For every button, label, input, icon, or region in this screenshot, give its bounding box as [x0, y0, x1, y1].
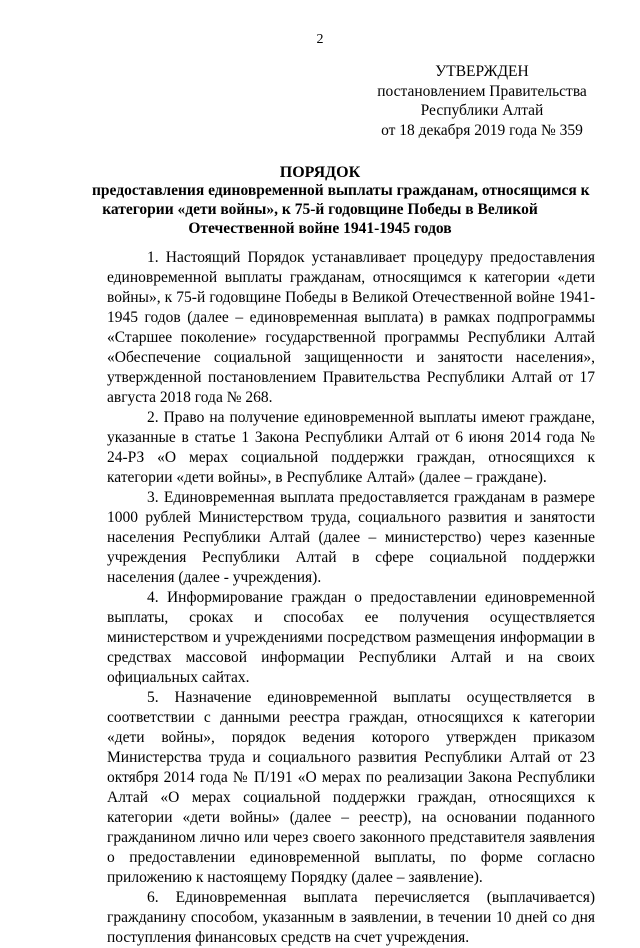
subtitle-line: Отечественной войне 1941-1945 годов — [188, 220, 452, 237]
document-subtitle — [92, 181, 590, 238]
page-number: 2 — [316, 32, 324, 47]
paragraph: 4. Информирование граждан о предоставлении единовременной выплаты, сроках и способах ее получения осуществляется министерством и учреждениями посредством размещения информации в средствах массовой информации Республики Алтай и на своих официальных сайтах. — [107, 589, 595, 686]
paragraph: 6. Единовременная выплата перечисляется (выплачивается) гражданину способом, указанным в заявлении, в течении 10 дней со дня поступления финансовых средств на счет учреждения. — [107, 889, 595, 946]
approval-line: Республики Алтай — [420, 102, 544, 119]
paragraph: 5. Назначение единовременной выплаты осуществляется в соответствии с данными реестра граждан, относящихся к категории «дети войны», порядок ведения которого утвержден приказом Министерства труда и социального развития Республики Алтай от 23 октября 2014 года № П/191 «О мерах по реализации Закона Республики Алтай «О мерах социальной поддержки граждан, относящихся к категории «дети войны» (далее – реестр), на основании поданного гражданином лично или через своего законного представителя заявления о предоставлении единовременной выплаты, по форме согласно приложению к настоящему Порядку (далее – заявление). — [107, 689, 595, 886]
paragraph: 2. Право на получение единовременной выплаты имеют граждане, указанные в статье 1 Закона Республики Алтай от 6 июня 2014 года № 24-РЗ «О мерах социальной поддержки граждан, относящихся к категории «дети войны», в Республике Алтай» (далее – граждане). — [107, 409, 595, 486]
document-body — [107, 248, 595, 948]
document-title: ПОРЯДОК — [279, 164, 361, 181]
approval-line: УТВЕРЖДЕН — [435, 63, 529, 80]
subtitle-line: предоставления единовременной выплаты гражданам, относящимся к — [92, 182, 590, 199]
paragraph: 1. Настоящий Порядок устанавливает процедуру предоставления единовременной выплаты гражданам, относящимся к категории «дети войны», к 75-й годовщине Победы в Великой Отечественной войне 1941-1945 годов (далее – единовременная выплата) в рамках подпрограммы «Старшее поколение» государственной программы Республики Алтай «Обеспечение социальной защищенности и занятости населения», утвержденной постановлением Правительства Республики Алтай от 17 августа 2018 года № 268. — [107, 249, 595, 406]
subtitle-line: категории «дети войны», к 75-й годовщине Победы в Великой — [102, 201, 538, 218]
approval-line: от 18 декабря 2019 года № 359 — [381, 121, 583, 139]
approval-line: постановлением Правительства — [377, 82, 587, 100]
paragraph: 3. Единовременная выплата предоставляется гражданам в размере 1000 рублей Министерством труда, социального развития и занятости населения Республики Алтай (далее – министерство) через казенные учреждения Республики Алтай в сфере социальной поддержки населения (далее - учреждения). — [107, 489, 595, 586]
approval-stamp — [352, 62, 612, 140]
